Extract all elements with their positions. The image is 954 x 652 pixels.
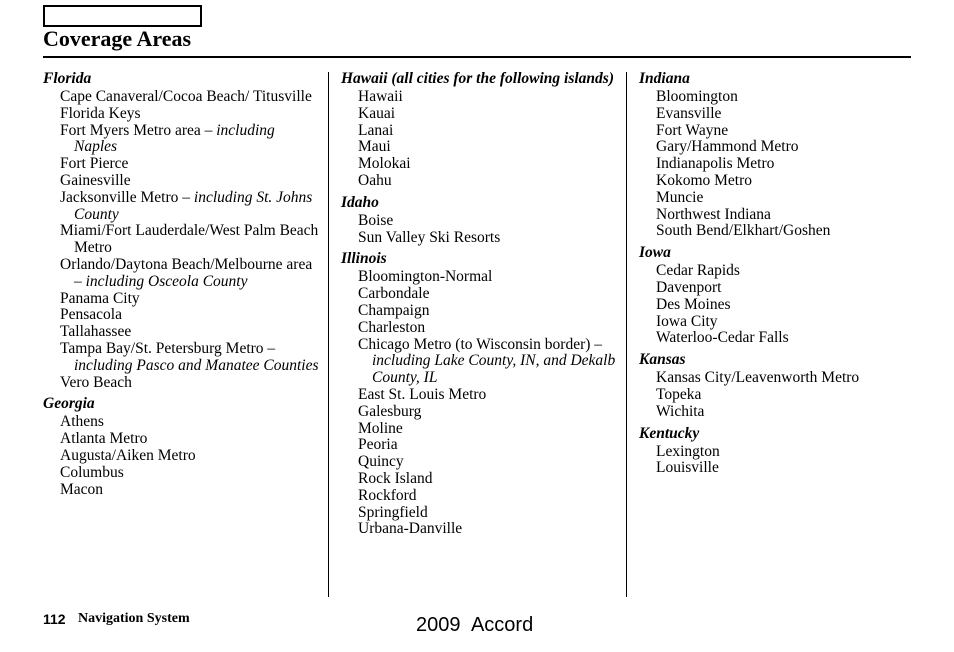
city-item	[341, 303, 617, 320]
city-name: Atlanta Metro	[60, 430, 148, 448]
city-name: Cedar Rapids	[656, 262, 740, 280]
city-item	[341, 269, 617, 286]
city-item	[639, 89, 911, 106]
city-name: Iowa City	[656, 312, 718, 330]
city-name: Fort Pierce	[60, 155, 129, 173]
city-name: Kauai	[358, 104, 396, 122]
state-heading: Illinois	[341, 250, 387, 268]
city-name: Peoria	[358, 436, 398, 454]
city-item	[43, 257, 319, 291]
city-name: Lanai	[358, 121, 394, 139]
city-name: Maui	[358, 138, 391, 156]
city-item	[341, 437, 617, 454]
state-heading: Kansas	[639, 351, 686, 369]
state-heading: Florida	[43, 70, 92, 87]
city-name: Sun Valley Ski Resorts	[358, 228, 501, 246]
city-item	[341, 320, 617, 337]
city-name: Panama City	[60, 289, 140, 307]
city-item	[341, 521, 617, 538]
city-name: Davenport	[656, 278, 722, 296]
page-number: 112	[43, 611, 66, 627]
city-item	[341, 173, 617, 190]
city-list	[341, 269, 617, 538]
city-note: including St. Johns County	[74, 188, 313, 223]
state-section	[639, 69, 911, 240]
city-item	[43, 291, 319, 308]
city-item	[43, 341, 319, 375]
city-name: Carbondale	[358, 285, 430, 303]
city-name: Muncie	[656, 188, 704, 206]
city-note: including Naples	[74, 121, 275, 156]
city-item	[341, 337, 617, 387]
city-item	[639, 123, 911, 140]
city-name: Wichita	[656, 402, 705, 420]
state-section	[639, 243, 911, 347]
city-item	[43, 106, 319, 123]
city-list	[639, 370, 911, 420]
title-rule	[43, 56, 911, 58]
city-name: Oahu	[358, 171, 392, 189]
state-heading: Iowa	[639, 244, 671, 262]
city-item	[341, 488, 617, 505]
city-name: Kokomo Metro	[656, 171, 753, 189]
city-list	[341, 213, 617, 247]
city-name: Waterloo-Cedar Falls	[656, 329, 789, 347]
city-item	[341, 404, 617, 421]
city-name: Tallahassee	[60, 323, 132, 341]
city-list	[341, 89, 617, 190]
city-name: South Bend/Elkhart/Goshen	[656, 222, 831, 240]
city-item	[639, 263, 911, 280]
city-item	[43, 414, 319, 431]
city-item	[43, 190, 319, 224]
city-name: Louisville	[656, 459, 719, 477]
city-item	[43, 465, 319, 482]
city-item	[639, 404, 911, 421]
city-name: Augusta/Aiken Metro	[60, 446, 196, 464]
city-list	[43, 89, 319, 391]
city-item	[639, 330, 911, 347]
state-section	[341, 193, 617, 247]
city-note: including Osceola County	[85, 272, 248, 290]
city-item	[43, 482, 319, 499]
section-name: Navigation System	[78, 611, 190, 626]
city-item	[341, 230, 617, 247]
city-item	[43, 307, 319, 324]
city-item	[341, 106, 617, 123]
page-title: Coverage Areas	[43, 26, 192, 51]
city-item	[341, 139, 617, 156]
state-heading: Hawaii (all cities for the following islands)	[341, 70, 614, 87]
city-item	[639, 444, 911, 461]
city-name: Champaign	[358, 301, 430, 319]
city-name: Kansas City/Leavenworth Metro	[656, 369, 860, 387]
city-name: Rockford	[358, 486, 417, 504]
state-section	[341, 249, 617, 538]
city-item	[43, 223, 319, 257]
city-name: Indianapolis Metro	[656, 155, 775, 173]
state-section	[639, 350, 911, 420]
city-name: Florida Keys	[60, 104, 141, 122]
city-item	[639, 106, 911, 123]
city-name: Charleston	[358, 318, 426, 336]
city-list	[43, 414, 319, 498]
city-item	[43, 324, 319, 341]
city-name: Rock Island	[358, 469, 433, 487]
city-name: Cape Canaveral/Cocoa Beach/ Titusville	[60, 88, 312, 105]
city-item	[639, 280, 911, 297]
city-item	[341, 421, 617, 438]
city-item	[341, 123, 617, 140]
city-name: Fort Wayne	[656, 121, 729, 139]
city-item	[341, 89, 617, 106]
city-item	[639, 314, 911, 331]
city-item	[639, 297, 911, 314]
state-section	[43, 394, 319, 498]
state-section	[341, 69, 617, 190]
city-item	[639, 190, 911, 207]
city-name: Moline	[358, 419, 403, 437]
column-1	[43, 69, 319, 501]
city-item	[639, 173, 911, 190]
city-item	[341, 286, 617, 303]
city-name: Jacksonville Metro –	[60, 188, 194, 206]
city-name: Topeka	[656, 385, 702, 403]
city-name: Athens	[60, 413, 104, 431]
city-item	[43, 89, 319, 106]
state-section	[43, 69, 319, 391]
state-heading: Kentucky	[639, 424, 700, 442]
city-item	[341, 454, 617, 471]
city-item	[341, 213, 617, 230]
city-name: Bloomington	[656, 88, 738, 105]
city-name: Des Moines	[656, 295, 731, 313]
city-name: Evansville	[656, 104, 722, 122]
city-item	[639, 387, 911, 404]
city-name: Vero Beach	[60, 373, 132, 391]
city-name: Urbana-Danville	[358, 520, 463, 538]
city-name: Columbus	[60, 463, 124, 481]
city-name: Macon	[60, 480, 104, 498]
column-3	[639, 69, 911, 480]
city-name: Springfield	[358, 503, 428, 521]
city-name: East St. Louis Metro	[358, 385, 487, 403]
city-item	[341, 387, 617, 404]
city-name: Hawaii	[358, 88, 403, 105]
city-item	[639, 460, 911, 477]
city-name: Gary/Hammond Metro	[656, 138, 799, 156]
column-divider-1	[328, 72, 329, 597]
city-name: Fort Myers Metro area –	[60, 121, 217, 139]
city-name: Northwest Indiana	[656, 205, 771, 223]
city-name: Bloomington-Normal	[358, 268, 493, 286]
city-note: including Pasco and Manatee Counties	[74, 356, 319, 374]
city-item	[43, 375, 319, 392]
city-item	[341, 156, 617, 173]
city-item	[639, 207, 911, 224]
city-name: Tampa Bay/St. Petersburg Metro –	[60, 339, 276, 357]
city-note: – including Lake County, IN, and Dekalb County, IL	[372, 335, 616, 387]
city-name: Chicago Metro (to Wisconsin border)	[358, 335, 595, 353]
city-item	[341, 471, 617, 488]
city-item	[43, 156, 319, 173]
city-item	[341, 505, 617, 522]
city-list	[639, 263, 911, 347]
city-name: Quincy	[358, 453, 404, 471]
city-item	[43, 431, 319, 448]
city-name: Boise	[358, 211, 394, 229]
city-name: Molokai	[358, 155, 411, 173]
city-item	[639, 223, 911, 240]
city-name: Orlando/Daytona Beach/Melbourne area –	[60, 255, 313, 290]
city-list	[639, 444, 911, 478]
city-list	[639, 89, 911, 240]
state-section	[639, 424, 911, 478]
city-item	[43, 448, 319, 465]
column-2	[341, 69, 617, 541]
column-divider-2	[626, 72, 627, 597]
state-heading: Idaho	[341, 193, 379, 211]
city-item	[639, 370, 911, 387]
header-tab-box	[43, 5, 202, 27]
city-name: Pensacola	[60, 306, 122, 324]
city-name: Gainesville	[60, 171, 131, 189]
state-heading: Georgia	[43, 395, 95, 413]
city-name: Lexington	[656, 442, 720, 460]
model-name: 2009 Accord	[416, 614, 534, 636]
state-heading: Indiana	[639, 70, 690, 87]
city-item	[43, 123, 319, 157]
city-name: Miami/Fort Lauderdale/West Palm Beach Metro	[60, 222, 319, 257]
city-name: Galesburg	[358, 402, 422, 420]
city-item	[639, 156, 911, 173]
city-item	[43, 173, 319, 190]
city-item	[639, 139, 911, 156]
